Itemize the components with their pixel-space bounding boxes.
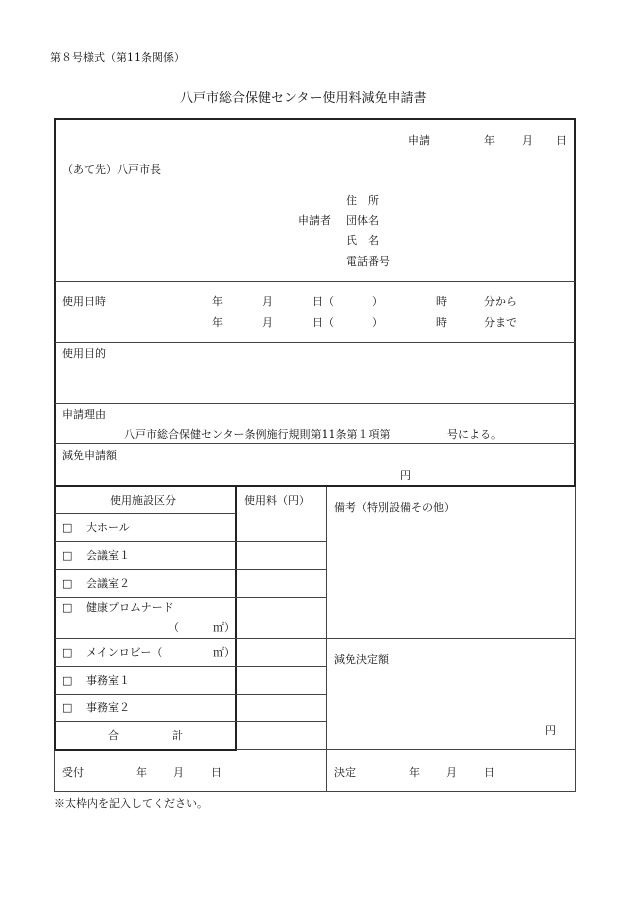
frame-top xyxy=(54,118,576,120)
divider xyxy=(55,281,575,282)
divider xyxy=(54,791,576,792)
name-label: 氏 名 xyxy=(346,234,379,247)
area-unit: ㎡） xyxy=(213,646,235,659)
divider xyxy=(55,443,575,444)
divider xyxy=(55,638,576,639)
divider xyxy=(326,487,327,792)
divider xyxy=(54,750,55,792)
addressee: （あて先）八戸市長 xyxy=(62,163,161,176)
facility-option-label: 事務室１ xyxy=(86,674,130,687)
form-number: 第８号様式（第11条関係） xyxy=(50,51,185,64)
form-title: 八戸市総合保健センター使用料減免申請書 xyxy=(180,91,427,106)
frame-right-upper xyxy=(574,118,576,487)
divider xyxy=(55,694,327,695)
usage-to-day: 日（ xyxy=(312,316,334,329)
checkbox-icon[interactable]: □ xyxy=(62,701,73,714)
receipt-year-label: 年 xyxy=(136,766,147,779)
total-label: 合 xyxy=(108,729,119,742)
usage-from-year: 年 xyxy=(212,295,223,308)
receipt-month-label: 月 xyxy=(173,766,184,779)
frame-bottom-left xyxy=(54,749,237,751)
usage-from-day: 日（ xyxy=(312,295,334,308)
facility-column-header: 使用施設区分 xyxy=(110,494,176,507)
divider xyxy=(55,342,575,343)
divider xyxy=(55,541,327,542)
footnote: ※太枠内を記入してください。 xyxy=(54,797,208,810)
checkbox-icon[interactable]: □ xyxy=(62,521,73,534)
usage-to-weekday-close: ） xyxy=(372,316,383,329)
usage-to-hour: 時 xyxy=(436,316,447,329)
usage-from-weekday-close: ） xyxy=(372,295,383,308)
amount-unit: 円 xyxy=(400,469,411,482)
divider xyxy=(55,721,327,722)
amount-label: 減免申請額 xyxy=(62,449,117,462)
divider xyxy=(55,597,327,598)
divider xyxy=(55,569,327,570)
application-year-label: 年 xyxy=(484,134,495,147)
facility-option-label: メインロビー（ xyxy=(86,646,163,659)
frame-left xyxy=(54,118,56,750)
checkbox-icon[interactable]: □ xyxy=(62,646,73,659)
facility-option-label: 会議室１ xyxy=(86,549,130,562)
decided-amount-unit: 円 xyxy=(545,724,556,737)
address-label: 住 所 xyxy=(346,194,379,207)
receipt-label: 受付 xyxy=(62,766,84,779)
usage-from-hour: 時 xyxy=(436,295,447,308)
usage-datetime-label: 使用日時 xyxy=(62,295,106,308)
frame-mid xyxy=(54,485,576,487)
decision-year-label: 年 xyxy=(409,766,420,779)
divider xyxy=(55,666,327,667)
area-open-paren: （ xyxy=(168,621,179,634)
application-month-label: 月 xyxy=(522,134,533,147)
usage-from-minute: 分から xyxy=(484,295,517,308)
checkbox-icon[interactable]: □ xyxy=(62,577,73,590)
facility-option-label: 事務室２ xyxy=(86,701,130,714)
checkbox-icon[interactable]: □ xyxy=(62,601,73,614)
area-unit: ㎡） xyxy=(213,621,235,634)
facility-option-label: 大ホール xyxy=(86,521,130,534)
applicant-label: 申請者 xyxy=(298,214,331,227)
group-label: 団体名 xyxy=(346,214,379,227)
total-label: 計 xyxy=(172,729,183,742)
facility-option-label: 会議室２ xyxy=(86,577,130,590)
divider xyxy=(575,487,576,792)
facility-option-label: 健康プロムナード xyxy=(86,601,174,614)
reason-label: 申請理由 xyxy=(62,408,106,421)
usage-to-month: 月 xyxy=(262,316,273,329)
divider xyxy=(55,403,575,404)
decision-label: 決定 xyxy=(334,766,356,779)
application-day-label: 日 xyxy=(556,134,567,147)
remarks-column-header: 備考（特別設備その他） xyxy=(334,501,455,514)
checkbox-icon[interactable]: □ xyxy=(62,549,73,562)
reason-text: 八戸市総合保健センター条例施行規則第11条第１項第 xyxy=(124,428,391,441)
usage-to-year: 年 xyxy=(212,316,223,329)
checkbox-icon[interactable]: □ xyxy=(62,674,73,687)
reason-text-suffix: 号による。 xyxy=(447,428,502,441)
purpose-label: 使用目的 xyxy=(62,347,106,360)
frame-inner-right xyxy=(235,485,237,751)
application-date-label: 申請 xyxy=(408,134,430,147)
decision-day-label: 日 xyxy=(484,766,495,779)
usage-from-month: 月 xyxy=(262,295,273,308)
usage-to-minute: 分まで xyxy=(484,316,517,329)
receipt-day-label: 日 xyxy=(211,766,222,779)
decision-month-label: 月 xyxy=(446,766,457,779)
divider xyxy=(236,749,576,750)
divider xyxy=(55,513,236,514)
fee-column-header: 使用料（円） xyxy=(244,494,310,507)
decided-amount-label: 減免決定額 xyxy=(334,653,389,666)
phone-label: 電話番号 xyxy=(346,255,390,268)
